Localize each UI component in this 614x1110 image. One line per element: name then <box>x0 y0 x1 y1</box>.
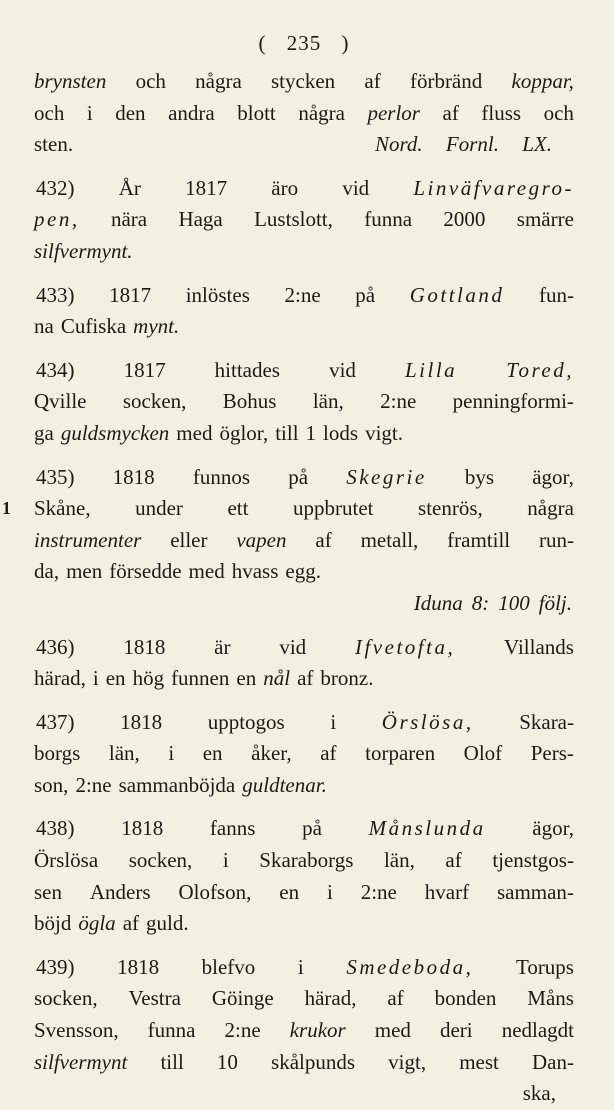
word: guldtenar. <box>242 772 327 797</box>
word: på <box>288 464 309 489</box>
text-line <box>34 556 574 588</box>
word: guld. <box>146 911 189 936</box>
text-line <box>34 386 574 418</box>
text-line <box>34 770 574 802</box>
word: på <box>302 816 322 841</box>
word: 8: <box>471 590 490 615</box>
word: 1818 <box>120 709 163 734</box>
word: Anders <box>89 879 151 904</box>
text-line <box>34 908 574 940</box>
entry-431-continuation <box>34 66 574 161</box>
entry-439 <box>34 952 574 1110</box>
word: i <box>86 100 93 125</box>
word: hittades <box>214 357 280 382</box>
word: son, <box>34 772 69 797</box>
word: mynt. <box>133 314 180 339</box>
word: 1817 <box>123 357 166 382</box>
word: Gottland <box>409 282 505 307</box>
word: hvarf <box>424 879 470 904</box>
word: och <box>135 69 166 93</box>
word: åker, <box>251 741 292 766</box>
word: silfvermynt. <box>34 238 133 263</box>
word: metall, <box>360 527 419 552</box>
word: Dan- <box>532 1049 574 1074</box>
word: 2:ne <box>380 389 417 414</box>
word: till <box>160 1049 184 1074</box>
word: 2:ne <box>224 1018 261 1043</box>
word: vid <box>329 357 356 382</box>
entry-438 <box>34 813 574 939</box>
text-line <box>34 1078 574 1110</box>
word: med <box>188 559 225 584</box>
word: län, <box>383 848 415 873</box>
word: till <box>275 420 299 445</box>
text-line <box>34 418 574 450</box>
word: brynsten <box>34 69 107 93</box>
word: försedde <box>109 559 182 584</box>
word: socken, <box>34 986 98 1011</box>
word: hög <box>132 666 165 691</box>
word: Ifvetofta, <box>354 634 456 659</box>
entry-number: 434) <box>36 357 75 382</box>
word: den <box>115 100 146 125</box>
word: Torups <box>515 954 574 979</box>
word: län, <box>312 389 344 414</box>
word: Villands <box>504 634 574 659</box>
entry-number: 435) <box>36 464 75 489</box>
word: skålpunds <box>271 1049 356 1074</box>
word: ögla <box>78 911 116 936</box>
word: nedlagdt <box>501 1018 574 1043</box>
word: nära <box>110 207 148 232</box>
word: Linväfvaregro- <box>413 175 574 200</box>
word: Olof <box>463 741 503 766</box>
text-line <box>34 462 574 494</box>
word: Tored, <box>506 357 574 382</box>
word: Cufiska <box>60 314 127 339</box>
text-line <box>34 1015 574 1047</box>
text-line <box>34 98 574 130</box>
word: funna <box>364 207 413 232</box>
entry-number: 436) <box>36 634 75 659</box>
word: fluss <box>481 100 522 125</box>
word: uppbrutet <box>293 496 374 521</box>
entry-432 <box>34 173 574 268</box>
word: 2:ne <box>360 879 397 904</box>
word: deri <box>439 1018 473 1043</box>
word: funna <box>147 1018 196 1043</box>
page-number-header <box>34 30 574 56</box>
word: 1818 <box>117 954 160 979</box>
entry-435 <box>2 462 574 620</box>
entry-number: 439) <box>36 954 75 979</box>
word: na <box>34 314 54 339</box>
word: run- <box>539 527 574 552</box>
text-line <box>34 280 574 312</box>
word: perlor <box>367 100 420 125</box>
text-line <box>34 738 574 770</box>
word: Örslösa, <box>381 709 474 734</box>
word: Olofson, <box>178 879 252 904</box>
word: instrumenter <box>34 527 142 552</box>
text-line <box>34 663 574 695</box>
word: förbränd <box>409 69 483 93</box>
word: en <box>236 666 257 691</box>
word: Pers- <box>530 741 574 766</box>
word: af <box>320 741 337 766</box>
word: mest <box>459 1049 499 1074</box>
word: i <box>168 741 175 766</box>
word: 2:ne <box>284 282 321 307</box>
word: Månslunda <box>368 816 486 841</box>
word: silfvermynt <box>34 1049 128 1074</box>
word: sen <box>34 879 62 904</box>
word: penningformi- <box>452 389 574 414</box>
word: stenrös, <box>418 496 483 521</box>
word: af <box>387 986 404 1011</box>
word: af <box>442 100 459 125</box>
word: Haga <box>178 207 223 232</box>
word: Lilla <box>404 357 458 382</box>
word: ga <box>34 420 54 445</box>
word: Smedeboda, <box>346 954 474 979</box>
word: 1818 <box>121 816 164 841</box>
word: Fornl. <box>445 132 499 157</box>
text-line <box>34 1047 574 1079</box>
word: vid <box>342 175 370 200</box>
word: sten. <box>34 132 74 157</box>
entry-434 <box>34 355 574 450</box>
word: socken, <box>128 848 193 873</box>
text-line <box>34 952 574 984</box>
word: på <box>355 282 376 307</box>
word: Qville <box>34 389 87 414</box>
paren-open: ( <box>258 31 267 55</box>
word: bronz. <box>320 666 374 691</box>
word: en <box>202 741 223 766</box>
word: nål <box>263 666 291 691</box>
entry-number: 438) <box>36 816 75 841</box>
word: Örslösa <box>34 848 99 873</box>
word: funnos <box>192 464 251 489</box>
entry-number: 433) <box>36 282 75 307</box>
word: af <box>364 69 381 93</box>
word: stycken <box>271 69 336 93</box>
word: Vestra <box>128 986 181 1011</box>
word: några <box>527 496 574 521</box>
source-reference <box>375 129 552 161</box>
word: ett <box>227 496 249 521</box>
word: men <box>66 559 103 584</box>
text-line <box>34 813 574 845</box>
word: af <box>122 911 140 936</box>
word: funnen <box>171 666 230 691</box>
word: upptogos <box>207 709 285 734</box>
word: 2000 <box>443 207 486 232</box>
word: med <box>176 420 213 445</box>
word: blefvo <box>201 954 256 979</box>
word: i <box>92 666 99 691</box>
text-line <box>34 525 574 557</box>
text-line <box>34 355 574 387</box>
word: Bohus <box>222 389 277 414</box>
word: Lustslott, <box>254 207 333 232</box>
word: är <box>214 634 231 659</box>
word: härad, <box>304 986 357 1011</box>
word: 1817 <box>185 175 228 200</box>
word: härad, <box>34 666 86 691</box>
text-line <box>34 632 574 664</box>
book-page <box>2 30 574 1110</box>
word: lods <box>323 420 359 445</box>
word: inlöstes <box>185 282 250 307</box>
text-line <box>34 236 574 268</box>
word: egg. <box>285 559 321 584</box>
paren-close: ) <box>341 31 350 55</box>
word: fun- <box>538 282 574 307</box>
word: vid <box>279 634 307 659</box>
word: borgs <box>34 741 81 766</box>
word: 1818 <box>112 464 155 489</box>
word: samman- <box>496 879 574 904</box>
word: vigt. <box>365 420 403 445</box>
word: en <box>279 879 300 904</box>
word: pen, <box>34 207 80 232</box>
word: ska, <box>522 1081 556 1106</box>
word: af <box>445 848 462 873</box>
entry-437 <box>34 707 574 802</box>
word: vigt, <box>388 1049 427 1074</box>
word: Skegrie <box>346 464 427 489</box>
word: smärre <box>516 207 574 232</box>
word: 2:ne <box>75 772 112 797</box>
word: Iduna <box>413 590 463 615</box>
word: 1818 <box>123 634 166 659</box>
text-line <box>34 66 574 98</box>
page-number: 235 <box>286 31 322 55</box>
word: torparen <box>365 741 436 766</box>
text-line <box>34 311 574 343</box>
word: guldsmycken <box>60 420 170 445</box>
word: i <box>326 879 333 904</box>
word: af <box>315 527 332 552</box>
word: öglor, <box>219 420 269 445</box>
word: socken, <box>122 389 187 414</box>
word: under <box>135 496 183 521</box>
word: Måns <box>527 986 574 1011</box>
entry-number: 437) <box>36 709 75 734</box>
word: 10 <box>216 1049 238 1074</box>
word: År <box>118 175 141 200</box>
word: äro <box>271 175 299 200</box>
word: med <box>374 1018 411 1043</box>
word: 1 <box>305 420 317 445</box>
word: ägor, <box>532 816 574 841</box>
word: böjd <box>34 911 72 936</box>
word: krukor <box>289 1018 346 1043</box>
word: i <box>297 954 304 979</box>
word: eller <box>170 527 208 552</box>
text-line <box>34 877 574 909</box>
word: blott <box>237 100 276 125</box>
word: da, <box>34 559 60 584</box>
word: fanns <box>209 816 256 841</box>
word: 100 <box>498 590 530 615</box>
word: tjenstgos- <box>492 848 574 873</box>
word: Skaraborgs <box>259 848 354 873</box>
word: Skåne, <box>34 496 91 521</box>
word: län, <box>108 741 140 766</box>
word: Svensson, <box>34 1018 119 1043</box>
word: vapen <box>236 527 287 552</box>
source-reference <box>34 588 574 620</box>
word: Nord. <box>374 132 423 157</box>
word: Skara- <box>519 709 574 734</box>
text-line <box>34 204 574 236</box>
word: och <box>543 100 574 125</box>
word: koppar, <box>511 69 574 93</box>
word: ägor, <box>532 464 574 489</box>
word: följ. <box>538 590 572 615</box>
text-line <box>2 493 574 525</box>
text-line <box>34 845 574 877</box>
word: i <box>222 848 229 873</box>
word: 1817 <box>109 282 152 307</box>
text-line <box>34 983 574 1015</box>
word: andra <box>168 100 215 125</box>
text-line <box>34 173 574 205</box>
word: i <box>330 709 337 734</box>
word: och <box>34 100 65 125</box>
word: några <box>298 100 345 125</box>
entry-433 <box>34 280 574 343</box>
entry-436 <box>34 632 574 695</box>
word: af <box>297 666 314 691</box>
word: en <box>105 666 126 691</box>
word: Göinge <box>211 986 274 1011</box>
word: bys <box>464 464 495 489</box>
word: framtill <box>447 527 511 552</box>
word: LX. <box>522 132 552 157</box>
word: några <box>195 69 242 93</box>
word: bonden <box>434 986 497 1011</box>
word: sammanböjda <box>118 772 236 797</box>
entry-number: 432) <box>36 175 75 200</box>
word: hvass <box>231 559 279 584</box>
text-line <box>34 707 574 739</box>
text-line <box>34 129 574 161</box>
margin-mark: 1 <box>2 498 11 519</box>
